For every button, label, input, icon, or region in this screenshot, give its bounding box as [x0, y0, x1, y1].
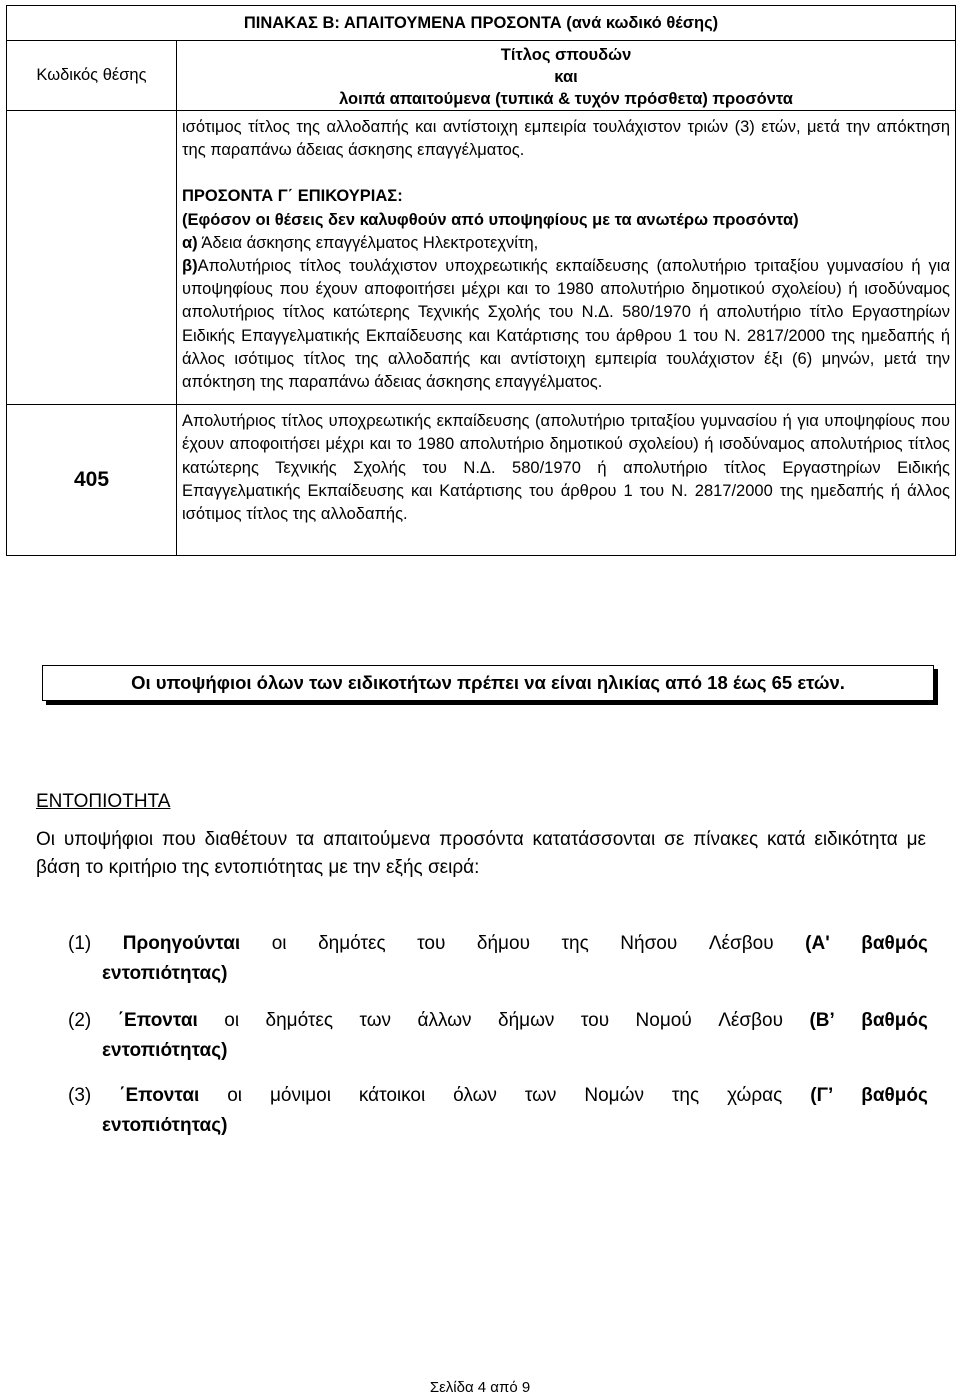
rank-word: της: [671, 1085, 700, 1106]
rank-word: δήμου: [476, 933, 530, 954]
rank-number: (2): [68, 1010, 92, 1031]
rank-word: όλων: [453, 1085, 497, 1106]
rank-word: του: [417, 933, 446, 954]
rank-word: δημότες: [265, 1010, 334, 1031]
rank-word: των: [524, 1085, 557, 1106]
rank-grade: (Α': [805, 933, 830, 954]
rank-word: της: [561, 933, 589, 954]
rank-word: κάτοικοι: [358, 1085, 426, 1106]
rank-word: χώρας: [727, 1085, 783, 1106]
rank-word: Νομών: [584, 1085, 644, 1106]
qualifications-405-text: Απολυτήριος τίτλος υποχρεωτικής εκπαίδευσης (απολυτήριο τριταξίου γυμνασίου ή για υποψηφίους που έχουν αποφοιτήσει μέχρι και το 1980 απολυτήριο δημοτικού σχολείου) ή ισοδύναμος απολυτήριος τίτλος κατώτερης Τεχνικής Σχολής του Ν.Δ. 580/1970 ή απολυτήριο τίτλος Εργαστηρίων Ειδικής Επαγγελματικής Εκπαίδευσης και Κατάρτισης του άρθρου 1 του Ν. 2817/2000 της ημεδαπής ή άλλος ισότιμος τίτλος της αλλοδαπής.: [182, 412, 950, 524]
code-cell-empty: [7, 111, 177, 405]
rank-lead: Προηγούνται: [122, 933, 241, 954]
qualifications-continuation-cell: [177, 111, 956, 405]
position-code-405: 405: [7, 405, 177, 556]
rank-grade: (Β’: [809, 1010, 835, 1031]
rank-item-3: [68, 1081, 928, 1141]
rank-item-2: [68, 1006, 928, 1066]
rank-word: οι: [227, 1085, 243, 1106]
table-title: ΠΙΝΑΚΑΣ Β: ΑΠΑΙΤΟΥΜΕΝΑ ΠΡΟΣΟΝΤΑ (ανά κωδικό θέσης): [7, 6, 956, 41]
rank-word: οι: [271, 933, 287, 954]
rank-grade: (Γ’: [810, 1085, 834, 1106]
rank-item-1: [68, 929, 928, 989]
rank-word: των: [359, 1010, 392, 1031]
item-b-text: Απολυτήριος τίτλος τουλάχιστον υποχρεωτικής εκπαίδευσης (απολυτήριο τριταξίου γυμνασίου ή για υποψηφίους που έχουν αποφοιτήσει μέχρι και το 1980 απολυτήριο δημοτικού σχολείου) ή ισοδύναμος απολυτήριος τίτλος κατώτερης Τεχνικής Σχολής του Ν.Δ. 580/1970 ή απολυτήριο τίτλο Εργαστηρίων Ειδικής Επαγγελματικής Εκπαίδευσης και Κατάρτισης του άρθρου 1 του Ν. 2817/2000 της ημεδαπής ή άλλος ισότιμος τίτλος της αλλοδαπής και αντίστοιχη εμπειρία τουλάχιστον έξι (6) μηνών, μετά την απόκτηση της παραπάνω άδειας άσκησης επαγγέλματος.: [182, 257, 950, 392]
rank-word: μόνιμοι: [269, 1085, 331, 1106]
rank-grade-word: βαθμός: [861, 1010, 928, 1031]
auxiliary-item-b: [182, 255, 950, 394]
rank-grade-word: βαθμός: [861, 933, 928, 954]
item-b-label: β): [182, 257, 198, 276]
rank-tail: εντοπιότητας): [102, 1040, 228, 1061]
item-a-label: α): [182, 233, 198, 252]
rank-word: του: [580, 1010, 610, 1031]
locality-intro-text: Οι υποψήφιοι που διαθέτουν τα απαιτούμενα προσόντα κατατάσσονται σε πίνακες κατά ειδικότητα με βάση το κριτήριο της εντοπιότητας με την εξής σειρά:: [36, 829, 926, 878]
rank-number: (1): [68, 933, 92, 954]
rank-word: οι: [224, 1010, 240, 1031]
requirements-table: [6, 5, 956, 556]
auxiliary-item-a: [182, 232, 950, 255]
continuation-text: ισότιμος τίτλος της αλλοδαπής και αντίστοιχη εμπειρία τουλάχιστον τριών (3) ετών, μετά την απόκτηση της παραπάνω άδειας άσκησης επαγγέλματος.: [182, 118, 950, 160]
rank-word: Νομού: [635, 1010, 692, 1031]
rank-grade-word: βαθμός: [861, 1085, 928, 1106]
age-notice: Οι υποψήφιοι όλων των ειδικοτήτων πρέπει να είναι ηλικίας από 18 έως 65 ετών.: [42, 665, 934, 701]
qual-header-line-3: λοιπά απαιτούμενα (τυπικά & τυχόν πρόσθετα) προσόντα: [339, 90, 793, 108]
rank-line: [68, 929, 928, 959]
qual-header-line-2: και: [554, 68, 578, 86]
auxiliary-condition: (Εφόσον οι θέσεις δεν καλυφθούν από υποψηφίους με τα ανωτέρω προσόντα): [182, 210, 799, 229]
qualifications-405-cell: [177, 405, 956, 556]
rank-word: δημότες: [318, 933, 386, 954]
page-footer: Σελίδα 4 από 9: [429, 1379, 531, 1396]
rank-tail: εντοπιότητας): [102, 963, 228, 984]
rank-word: δήμων: [498, 1010, 555, 1031]
rank-line: [68, 1081, 928, 1111]
locality-intro: [36, 826, 926, 882]
rank-number: (3): [68, 1085, 92, 1106]
rank-word: Νήσου: [620, 933, 678, 954]
rank-word: άλλων: [417, 1010, 472, 1031]
auxiliary-heading: ΠΡΟΣΟΝΤΑ Γ΄ ΕΠΙΚΟΥΡΙΑΣ:: [182, 187, 403, 206]
qualifications-column-header: [177, 41, 956, 111]
item-a-text: Άδεια άσκησης επαγγέλματος Ηλεκτροτεχνίτη,: [197, 233, 539, 252]
rank-line: [68, 1006, 928, 1036]
rank-lead: ΄Επονται: [117, 1010, 198, 1031]
locality-title: ΕΝΤΟΠΙΟΤΗΤΑ: [36, 791, 171, 812]
rank-lead: ΄Επονται: [119, 1085, 200, 1106]
rank-word: Λέσβου: [708, 933, 774, 954]
rank-tail: εντοπιότητας): [102, 1115, 228, 1136]
code-column-header: Κωδικός θέσης: [7, 41, 177, 111]
rank-word: Λέσβου: [718, 1010, 783, 1031]
qual-header-line-1: Τίτλος σπουδών: [500, 46, 632, 64]
